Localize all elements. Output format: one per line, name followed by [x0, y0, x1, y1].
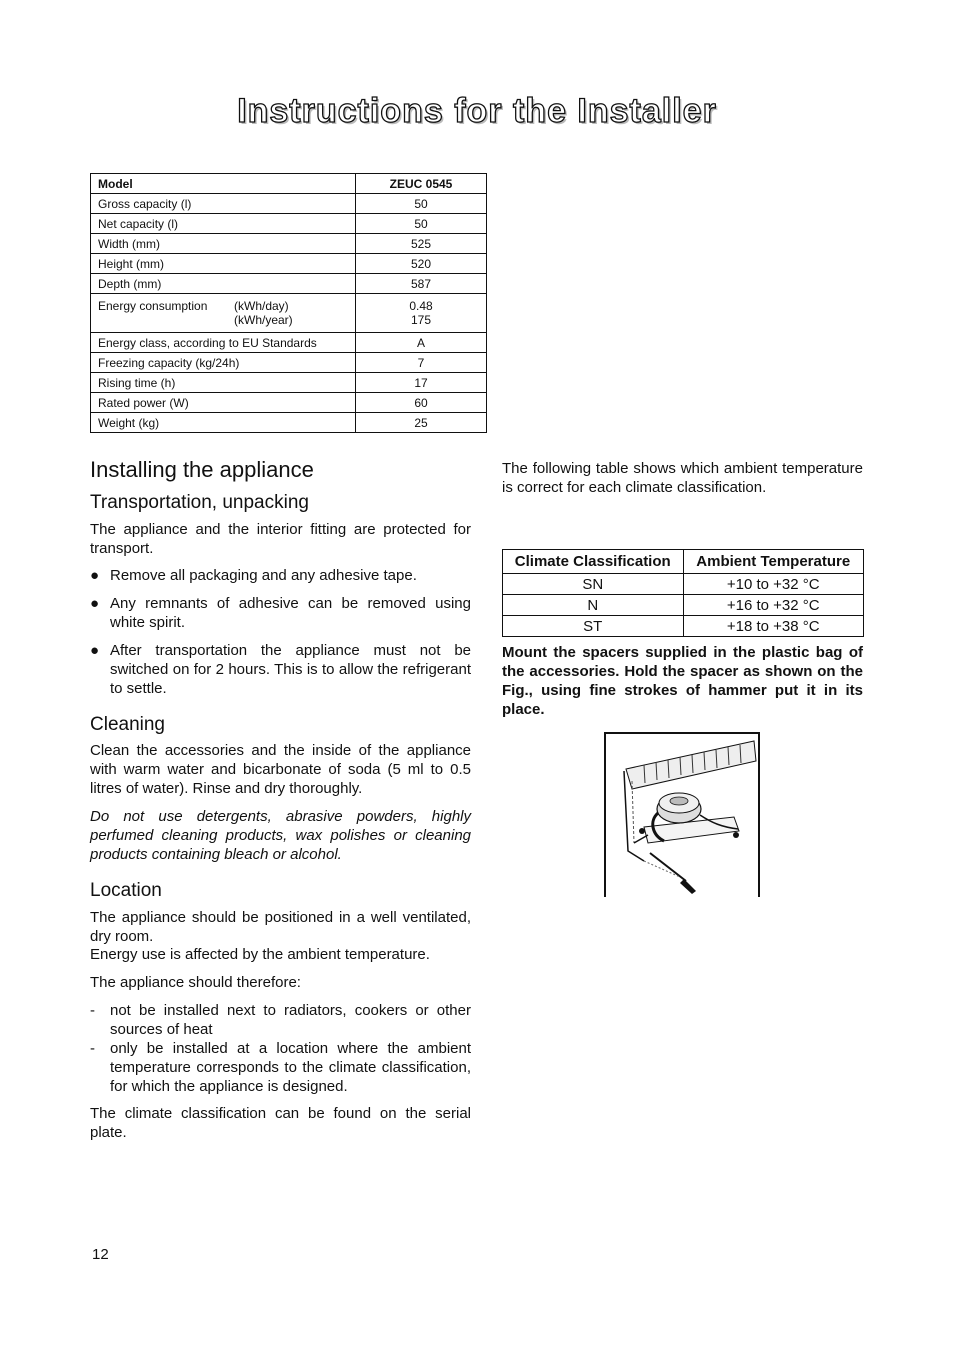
spec-value: 60 [356, 393, 487, 413]
energy-value-day: 0.48 [409, 299, 433, 313]
transport-intro: The appliance and the interior fitting are protected for transport. [90, 521, 471, 557]
spec-value: ZEUC 0545 [356, 174, 487, 194]
list-item [90, 641, 471, 698]
cleaning-text: Clean the accessories and the inside of the appliance with warm water and bicarbonate of soda (5 ml to 0.5 litres of water). Rinse and dry thoroughly. [90, 742, 471, 797]
spec-row [91, 393, 487, 413]
spec-row [91, 254, 487, 274]
spec-label: Rising time (h) [91, 373, 356, 393]
climate-temp: +16 to +32 °C [683, 595, 864, 616]
spec-value-energy [356, 294, 487, 333]
energy-label: Energy consumption [98, 299, 208, 313]
list-item-text: not be installed next to radiators, cookers or other sources of heat [110, 1002, 471, 1038]
spec-label: Height (mm) [91, 254, 356, 274]
climate-temp: +18 to +38 °C [683, 616, 864, 637]
list-item [90, 1039, 471, 1096]
climate-header-row [503, 550, 864, 574]
cleaning-warning: Do not use detergents, abrasive powders, highly perfumed cleaning products, wax polishes or cleaning products containing bleach or alcohol. [90, 808, 471, 863]
table-row [503, 616, 864, 637]
spec-label: Depth (mm) [91, 274, 356, 294]
dash-icon: - [90, 1040, 95, 1057]
spec-row [91, 214, 487, 234]
climate-temp: +10 to +32 °C [683, 574, 864, 595]
climate-class: ST [503, 616, 684, 637]
location-list [90, 1001, 471, 1096]
spec-row [91, 413, 487, 433]
installing-heading: Installing the appliance [90, 457, 314, 482]
spec-label: Width (mm) [91, 234, 356, 254]
spec-value: A [356, 333, 487, 353]
list-item [90, 1001, 471, 1039]
table-row [503, 595, 864, 616]
spec-row [91, 194, 487, 214]
list-item-text: only be installed at a location where the ambient temperature corresponds to the climate classification, for which the appliance is designed. [110, 1040, 471, 1095]
spec-value: 520 [356, 254, 487, 274]
page-title: Instructions for the Installer [237, 92, 717, 130]
table-row [503, 574, 864, 595]
location-text3: The appliance should therefore: [90, 974, 301, 991]
spec-label-energy [91, 294, 356, 333]
spacer-note: Mount the spacers supplied in the plastic bag of the accessories. Hold the spacer as shown on the Fig., using fine strokes of hammer put it in its place. [502, 644, 863, 718]
spec-value: 587 [356, 274, 487, 294]
climate-class: SN [503, 574, 684, 595]
list-item-text: Remove all packaging and any adhesive tape. [110, 567, 417, 584]
energy-value-year: 175 [410, 313, 432, 327]
spec-label: Model [91, 174, 356, 194]
spec-value: 525 [356, 234, 487, 254]
spec-row [91, 333, 487, 353]
dash-icon: - [90, 1002, 95, 1019]
climate-class: N [503, 595, 684, 616]
location-text4: The climate classification can be found on the serial plate. [90, 1105, 471, 1141]
spec-row [91, 373, 487, 393]
list-item [90, 566, 471, 585]
bullet-icon: ● [90, 595, 100, 612]
spec-row-energy [91, 294, 487, 333]
spec-value: 50 [356, 214, 487, 234]
spec-header-row [91, 174, 487, 194]
spec-value: 50 [356, 194, 487, 214]
spec-row [91, 234, 487, 254]
transport-list [90, 566, 471, 698]
list-item [90, 594, 471, 632]
spec-row [91, 353, 487, 373]
spec-value: 7 [356, 353, 487, 373]
climate-intro: The following table shows which ambient temperature is correct for each climate classification. [502, 460, 863, 496]
climate-header: Ambient Temperature [683, 550, 864, 574]
cleaning-heading: Cleaning [90, 714, 165, 735]
energy-unit-day: (kWh/day) [234, 299, 289, 313]
page-number: 12 [92, 1246, 109, 1263]
bullet-icon: ● [90, 567, 100, 584]
list-item-text: After transportation the appliance must not be switched on for 2 hours. This is to allow the refrigerant to settle. [110, 642, 471, 697]
transport-heading: Transportation, unpacking [90, 492, 309, 513]
spec-label: Weight (kg) [91, 413, 356, 433]
spacer-mounting-illustration [604, 731, 761, 898]
climate-header: Climate Classification [503, 550, 684, 574]
spec-value: 17 [356, 373, 487, 393]
location-text1: The appliance should be positioned in a well ventilated, dry room. [90, 909, 471, 945]
spec-label: Rated power (W) [91, 393, 356, 413]
spec-label: Freezing capacity (kg/24h) [91, 353, 356, 373]
list-item-text: Any remnants of adhesive can be removed using white spirit. [110, 595, 471, 631]
bullet-icon: ● [90, 642, 100, 659]
climate-table [502, 549, 864, 637]
energy-unit-year: (kWh/year) [234, 313, 293, 327]
location-heading: Location [90, 880, 162, 901]
spec-value: 25 [356, 413, 487, 433]
spec-label: Net capacity (l) [91, 214, 356, 234]
spec-table [90, 173, 487, 433]
spec-label: Gross capacity (l) [91, 194, 356, 214]
spec-row [91, 274, 487, 294]
spec-label: Energy class, according to EU Standards [91, 333, 356, 353]
location-text2: Energy use is affected by the ambient temperature. [90, 946, 430, 963]
